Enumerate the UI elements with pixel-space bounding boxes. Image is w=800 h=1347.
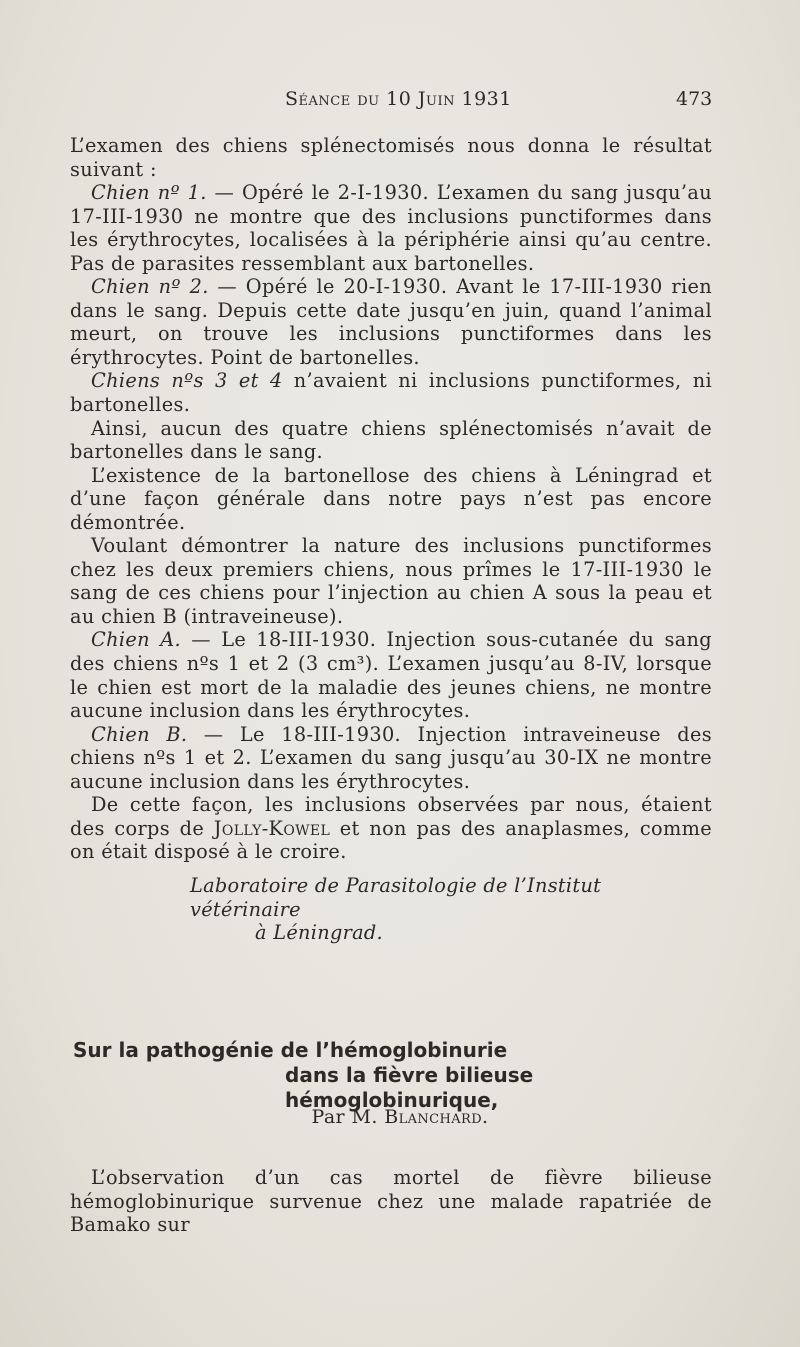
paragraph-chien-1 [70,181,712,275]
paragraph-final [70,793,712,864]
paragraph-chien-b [70,723,712,794]
paragraph-text: — Opéré le 20-I-1930. Avant le 17-III-1930 rien dans le sang. Depuis cette date jusqu’en juin, quand l’animal meurt, on trouve les inclusions punctiformes dans les érythrocytes. Point de bartonelles. [70,275,713,369]
paragraph-text: — Le 18-III-1930. Injection sous-cutanée du sang des chiens nºs 1 et 2 (3 cm³). L’examen jusqu’au 8-IV, lorsque le chien est mort de la maladie des jeunes chiens, ne montre aucune inclusion dans les érythrocytes. [70,628,713,723]
next-article-title [73,1038,723,1113]
author-name-jolly-kowel: Jolly-Kowel [213,816,331,840]
paragraph-text: n’avaient ni inclusions punctiformes, ni bartonelles. [70,369,713,417]
running-head-title: Séance du 10 Juin 1931 [285,88,512,110]
running-head [0,88,800,114]
case-label: Chien nº 1. [91,181,207,205]
case-label: Chiens nºs 3 et 4 [91,369,283,393]
page-number: 473 [676,88,713,110]
author-name: Blanchard. [384,1106,489,1128]
case-label: Chien nº 2. [91,275,209,299]
paragraph-experiment [70,534,712,628]
paragraph-text: et non pas des anaplasmes, comme on était disposé à le croire. [70,816,713,864]
laboratory-signature [190,874,712,945]
paragraph-text: De cette façon, les inclusions observées par nous, étaient des corps de [70,793,712,840]
laboratory-line-2: à Léningrad. [255,921,383,945]
paragraph-intro [70,134,712,181]
paragraph-opening [70,1166,712,1237]
paragraph-text: — Opéré le 2-I-1930. L’examen du sang jusqu’au 17-III-1930 ne montre que des inclusions punctiformes dans les érythrocytes, localisées à la périphérie ainsi qu’au centre. Pas de parasites ressemblant aux bartonelles. [70,181,712,275]
paragraph-chiens-3-4 [70,369,712,416]
paragraph-conclusion [70,417,712,464]
case-label: Chien A. [91,628,181,652]
paragraph-text: Ainsi, aucun des quatre chiens splénectomisés n’avait de bartonelles dans le sang. [70,416,712,464]
paragraph-bartonellose [70,464,712,535]
paragraph-text: Voulant démontrer la nature des inclusions punctiformes chez les deux premiers chiens, nous prîmes le 17-III-1930 le sang de ces chiens pour l’injection au chien A sous la peau et au chien B (intraveineuse). [70,534,712,628]
paragraph-text: — Le 18-III-1930. Injection intraveineuse des chiens nºs 1 et 2. L’examen du sang jusqu’au 30-IX ne montre aucune inclusion dans les érythrocytes. [70,722,712,793]
title-line-1: Sur la pathogénie de l’hémoglobinurie [73,1038,508,1062]
paragraph-text: L’examen des chiens splénectomisés nous donna le résultat suivant : [70,134,712,181]
paragraph-text: L’existence de la bartonellose des chiens à Léningrad et d’une façon générale dans notre pays n’est pas encore démontrée. [70,463,712,534]
author-prefix: Par M. [311,1106,385,1128]
case-label: Chien B. [91,722,188,746]
paragraph-text: L’observation d’un cas mortel de fièvre bilieuse hémoglobinurique survenue chez une malade rapatriée de Bamako sur [70,1166,712,1237]
title-line-2: dans la fièvre bilieuse hémoglobinurique, [285,1063,534,1112]
article-body [70,134,712,945]
laboratory-line-1: Laboratoire de Parasitologie de l’Institut vétérinaire [190,873,602,921]
paragraph-chien-a [70,628,712,722]
article-author [0,1106,800,1128]
paragraph-chien-2 [70,275,712,369]
next-article-body [70,1166,712,1237]
